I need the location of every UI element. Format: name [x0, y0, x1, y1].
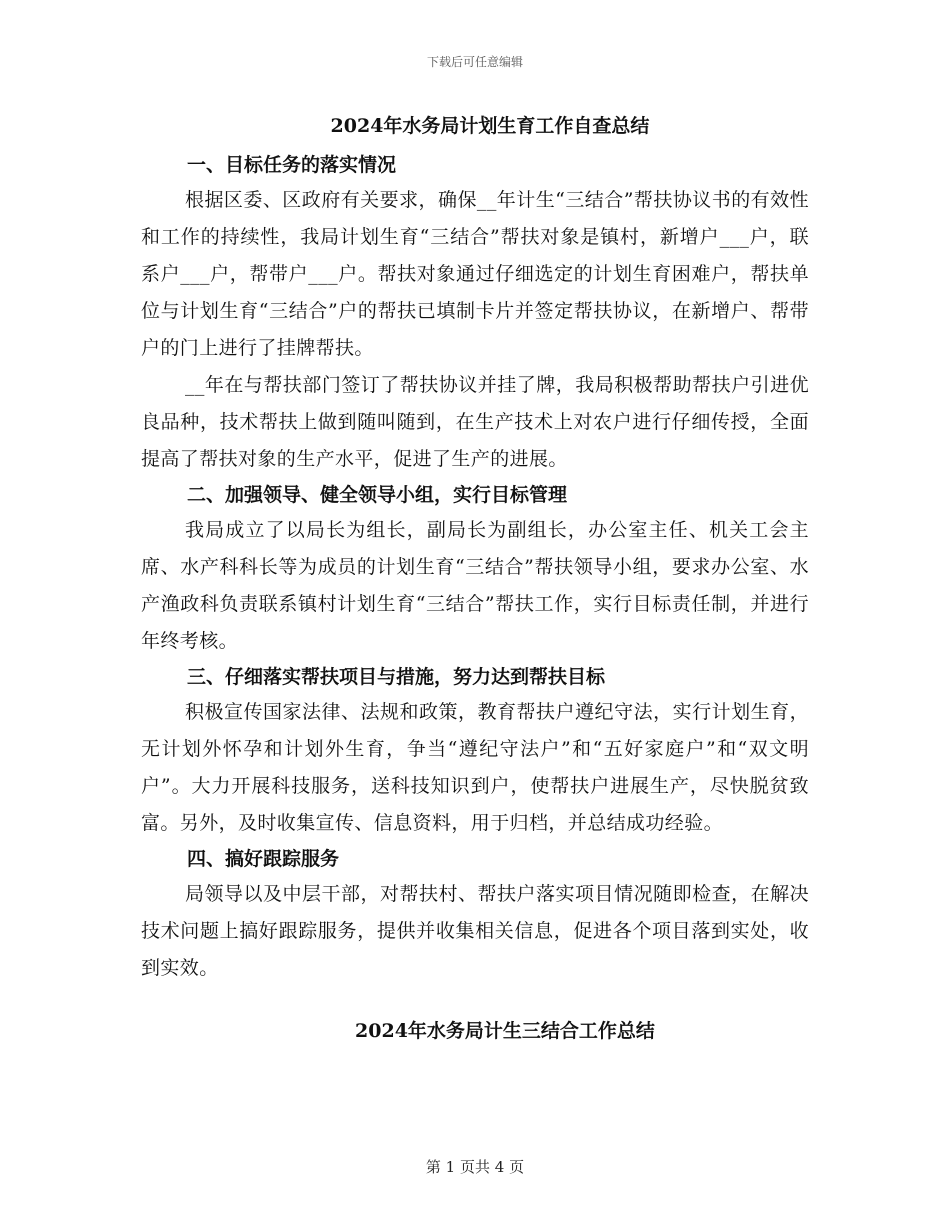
section-heading: 三、仔细落实帮扶项目与措施，努力达到帮扶目标 — [187, 666, 606, 688]
next-document-title: 2024年水务局计生三结合工作总结 — [355, 1020, 655, 1042]
section-1 — [141, 148, 809, 478]
section-3 — [141, 660, 809, 842]
section-heading: 四、搞好跟踪服务 — [187, 848, 340, 870]
section-4 — [141, 842, 809, 987]
paragraph: 局领导以及中层干部，对帮扶村、帮扶户落实项目情况随即检查，在解决技术问题上搞好跟踪服务，提供并收集相关信息，促进各个项目落到实处，收到实效。 — [141, 883, 809, 979]
document-body — [141, 110, 809, 1047]
page-footer: 第 1 页共 4 页 — [425, 1158, 525, 1176]
document-title: 2024年水务局计划生育工作自查总结 — [330, 115, 650, 137]
paragraph: 根据区委、区政府有关要求，确保__年计生“三结合”帮扶协议书的有效性和工作的持续性，我局计划生育“三结合”帮扶对象是镇村，新增户___户，联系户___户，帮带户___户。帮扶对象通过仔细选定的计划生育困难户，帮扶单位与计划生育“三结合”户的帮扶已填制卡片并签定帮扶协议，在新增户、帮带户的门上进行了挂牌帮扶。 — [141, 189, 809, 359]
section-2 — [141, 478, 809, 660]
section-heading: 一、目标任务的落实情况 — [187, 154, 397, 176]
paragraph: 我局成立了以局长为组长，副局长为副组长，办公室主任、机关工会主席、水产科科长等为成员的计划生育“三结合”帮扶领导小组，要求办公室、水产渔政科负责联系镇村计划生育“三结合”帮扶工作，实行目标责任制，并进行年终考核。 — [141, 519, 809, 652]
paragraph: __年在与帮扶部门签订了帮扶协议并挂了牌，我局积极帮助帮扶户引进优良品种，技术帮扶上做到随叫随到，在生产技术上对农户进行仔细传授，全面提高了帮扶对象的生产水平，促进了生产的进展。 — [141, 374, 809, 470]
paragraph: 积极宣传国家法律、法规和政策，教育帮扶户遵纪守法，实行计划生育，无计划外怀孕和计划外生育，争当“遵纪守法户”和“五好家庭户”和“双文明户”。大力开展科技服务，送科技知识到户，使帮扶户进展生产，尽快脱贫致富。另外，及时收集宣传、信息资料，用于归档，并总结成功经验。 — [141, 701, 809, 834]
page-header-note: 下载后可任意编辑 — [426, 55, 523, 69]
section-heading: 二、加强领导、健全领导小组，实行目标管理 — [187, 484, 568, 506]
